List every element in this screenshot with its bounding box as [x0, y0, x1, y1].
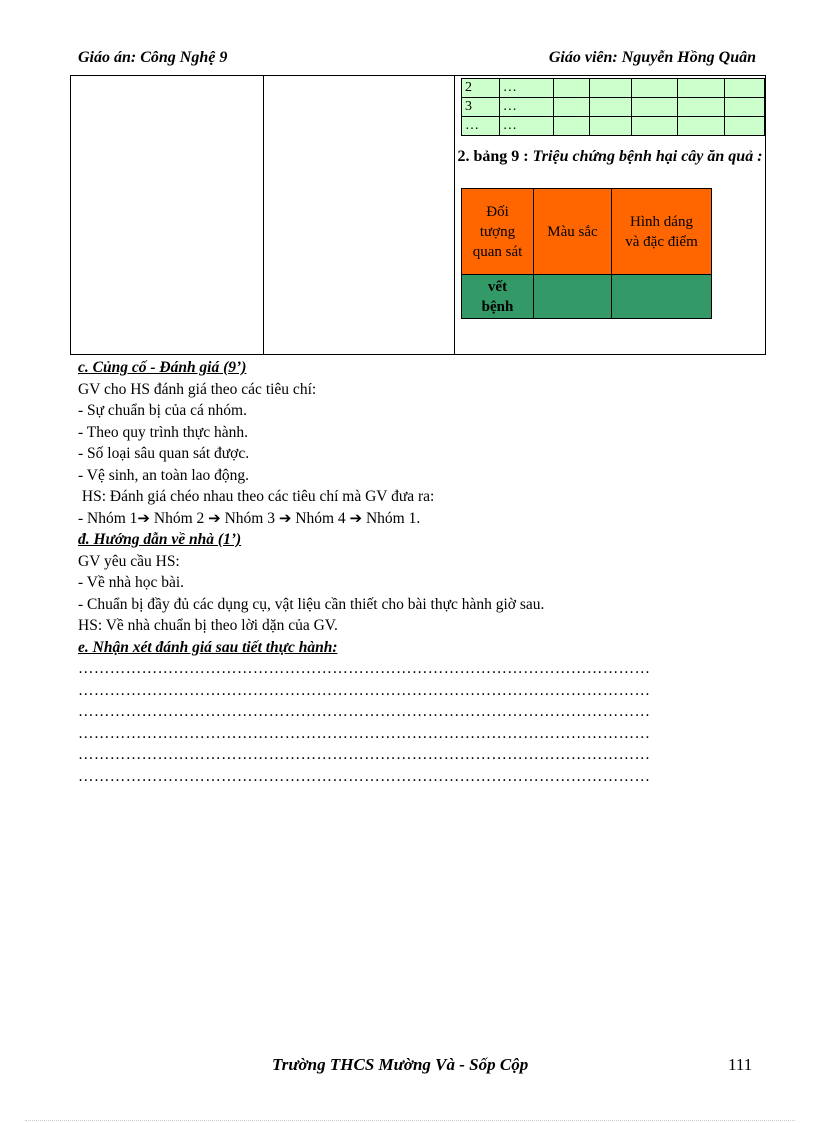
dotted-line: ……………………………………………………………………………………………… [78, 724, 651, 742]
arrow-right-icon: ➔ [137, 508, 150, 527]
table-cell [677, 79, 724, 98]
section-d-line: GV yêu cầu HS: [78, 552, 180, 570]
column-student-activity [264, 76, 455, 354]
table-cell: … [462, 117, 500, 136]
table-cell: 2 [462, 79, 500, 98]
table-cell [590, 98, 632, 117]
table-cell [724, 98, 764, 117]
section-d-line: HS: Về nhà chuẩn bị theo lời dặn của GV. [78, 617, 338, 634]
header-cell-object: Đối tượng quan sát [462, 189, 534, 275]
table-cell: … [499, 98, 553, 117]
section-c-line: - Theo quy trình thực hành. [78, 423, 248, 441]
section-c-title: c. Củng cố - Đánh giá (9’) [78, 359, 247, 376]
table-cell [724, 117, 764, 136]
section-c-line: GV cho HS đánh giá theo các tiêu chí: [78, 380, 317, 398]
arrow-right-icon: ➔ [208, 508, 221, 527]
table-row [462, 79, 765, 98]
table-cell [534, 275, 612, 319]
column-content [455, 76, 765, 354]
table-cell: vết bệnh [462, 275, 534, 319]
section-d-title: đ. Hướng dẫn về nhà (1’) [78, 531, 242, 548]
section-d-line: - Chuẩn bị đầy đủ các dụng cụ, vật liệu cần thiết cho bài thực hành giờ sau. [78, 595, 545, 613]
group-label: - Nhóm 1 [78, 509, 138, 527]
table9-caption-title: Triệu chứng bệnh hại cây ăn quả : [532, 148, 763, 165]
table-cell [554, 79, 590, 98]
column-teacher-activity [71, 76, 264, 354]
header-cell-shape: Hình dáng và đặc điểm [612, 189, 712, 275]
header-cell-color: Màu sắc [534, 189, 612, 275]
table-cell [677, 98, 724, 117]
page-bottom-divider [25, 1120, 795, 1121]
table-cell [677, 117, 724, 136]
table-header-row [462, 189, 712, 275]
section-c-line: HS: Đánh giá chéo nhau theo các tiêu chí mà GV đưa ra: [78, 488, 435, 505]
dotted-line: ……………………………………………………………………………………………… [78, 681, 651, 699]
header-lesson-title: Giáo án: Công Nghệ 9 [78, 49, 228, 66]
table-cell: … [499, 79, 553, 98]
table-row [462, 98, 765, 117]
group-label: Nhóm 4 [295, 509, 346, 527]
disease-symptom-table [461, 188, 712, 319]
footer-school: Trường THCS Mường Và - Sốp Cộp [272, 1055, 529, 1074]
group-label: Nhóm 3 [224, 509, 275, 527]
dotted-line: ……………………………………………………………………………………………… [78, 746, 651, 763]
table-cell [554, 117, 590, 136]
table-cell: … [499, 117, 553, 136]
table-cell [632, 117, 677, 136]
dotted-line: ……………………………………………………………………………………………… [78, 767, 651, 785]
group-label: Nhóm 1. [365, 509, 421, 527]
section-e-title: e. Nhận xét đánh giá sau tiết thực hành: [78, 638, 338, 656]
dotted-line: ……………………………………………………………………………………………… [78, 703, 651, 720]
group-label: Nhóm 2 [153, 509, 205, 527]
table-cell [724, 79, 764, 98]
arrow-right-icon: ➔ [278, 508, 292, 527]
table-cell [590, 117, 632, 136]
table-cell [590, 79, 632, 98]
section-c-line: - Sự chuẩn bị của cá nhóm. [78, 402, 247, 419]
table-cell [612, 275, 712, 319]
table9-caption [455, 147, 765, 167]
page-number: 111 [728, 1055, 753, 1074]
section-c-line: - Số loại sâu quan sát được. [78, 445, 250, 462]
table-row [462, 275, 712, 319]
observation-table-continued [461, 78, 765, 136]
dotted-line: ……………………………………………………………………………………………… [78, 660, 651, 677]
table-row [462, 117, 765, 136]
table-cell [632, 98, 677, 117]
group-rotation [78, 508, 768, 530]
table-cell: 3 [462, 98, 500, 117]
lesson-activity-table [70, 75, 766, 355]
table-cell [632, 79, 677, 98]
arrow-right-icon: ➔ [349, 508, 363, 527]
table-cell [554, 98, 590, 117]
section-c-line: - Vệ sinh, an toàn lao động. [78, 466, 250, 484]
header-teacher-name: Giáo viên: Nguyễn Hồng Quân [548, 49, 756, 66]
lesson-body [78, 357, 768, 787]
table9-caption-prefix: 2. bảng 9 : [457, 148, 529, 165]
section-d-line: - Về nhà học bài. [78, 574, 185, 591]
